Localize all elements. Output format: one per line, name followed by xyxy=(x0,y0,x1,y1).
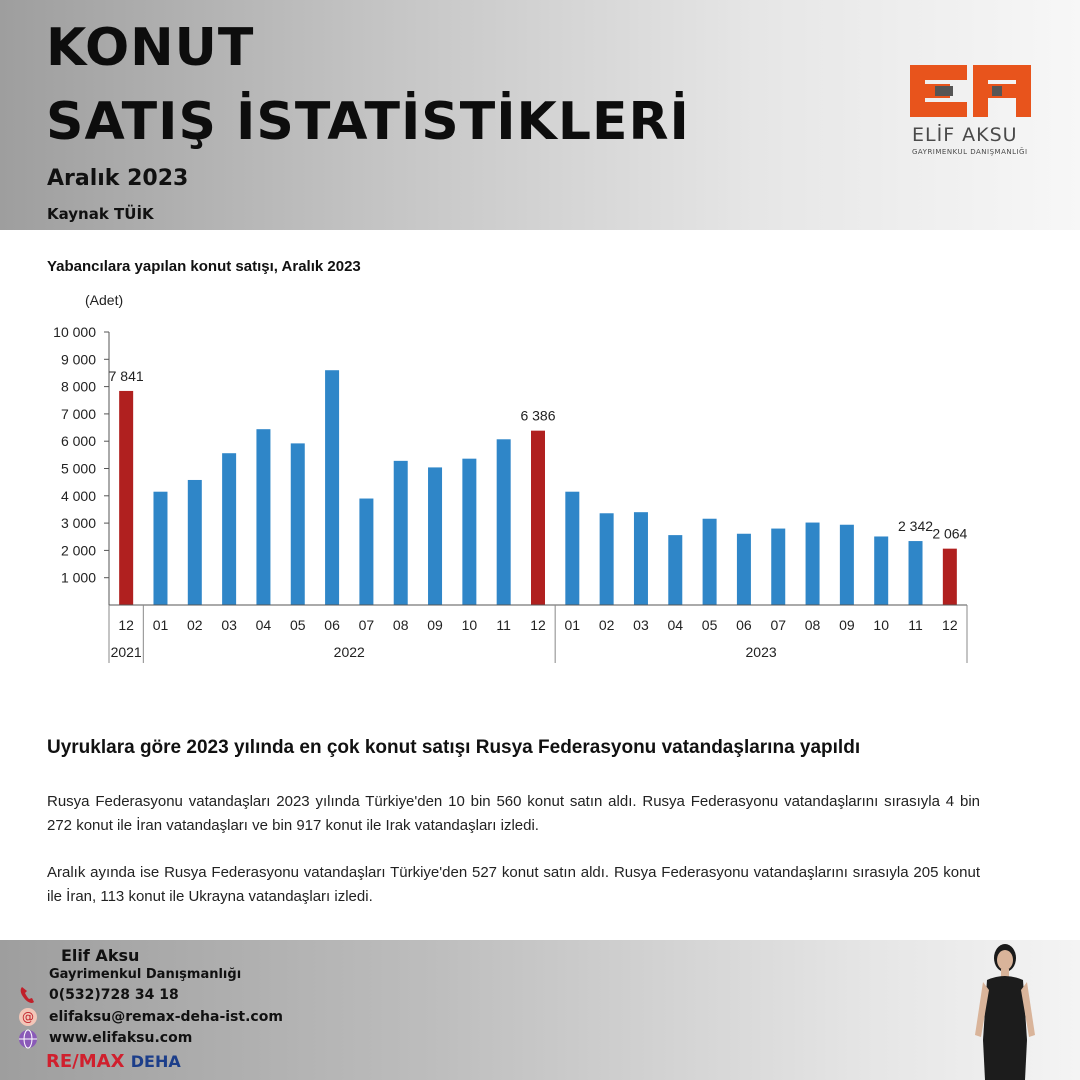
bar xyxy=(325,370,339,605)
bar xyxy=(737,534,751,605)
x-tick-label: 08 xyxy=(804,617,821,633)
brand-remax: RE/MAX xyxy=(46,1051,125,1072)
x-tick-label: 07 xyxy=(358,617,375,633)
x-tick-label: 10 xyxy=(873,617,889,633)
bar xyxy=(565,492,579,605)
x-tick-label: 02 xyxy=(187,617,203,633)
bar xyxy=(359,499,373,605)
bar-data-label: 2 342 xyxy=(897,518,934,535)
x-tick-label: 11 xyxy=(908,617,923,633)
globe-icon xyxy=(17,1028,39,1050)
x-tick-label: 10 xyxy=(461,617,478,633)
x-tick-label: 11 xyxy=(496,617,511,633)
contact-email[interactable]: elifaksu@remax-deha-ist.com xyxy=(49,1009,283,1025)
bar-data-label: 2 064 xyxy=(932,525,968,542)
y-tick-label: 10 000 xyxy=(53,324,96,340)
article-headline: Uyruklara göre 2023 yılında en çok konut satışı Rusya Federasyonu vatandaşlarına yapıldı xyxy=(47,737,861,758)
page-subtitle: Aralık 2023 xyxy=(47,166,189,191)
x-tick-label: 06 xyxy=(324,617,340,633)
source-label: Kaynak TÜİK xyxy=(47,205,154,223)
bar xyxy=(771,529,785,605)
bar xyxy=(153,492,167,605)
x-tick-label: 02 xyxy=(598,617,615,633)
bar xyxy=(394,461,408,605)
phone-icon xyxy=(17,984,39,1006)
y-tick-label: 5 000 xyxy=(60,460,96,477)
page-title-line1: KONUT xyxy=(46,18,255,78)
y-tick-label: 8 000 xyxy=(60,378,96,395)
bar xyxy=(874,536,888,605)
y-tick-label: 9 000 xyxy=(60,351,96,368)
logo-name: ELİF AKSU xyxy=(912,124,1018,146)
article-paragraph-1: Rusya Federasyonu vatandaşları 2023 yılında Türkiye'den 10 bin 560 konut satın aldı. Rusya Federasyonu vatandaşlarını sırasıyla 4 bin 272 konut ile İran vatandaşları ve bin 917 konut ile Irak vatandaşları izledi. xyxy=(47,793,980,834)
x-tick-label: 03 xyxy=(221,617,237,633)
article-paragraph-2: Aralık ayında ise Rusya Federasyonu vatandaşları Türkiye'den 527 konut satın aldı. Rusya Federasyonu vatandaşlarını sırasıyla 205 konut ile İran, 113 konut ile Ukrayna vatandaşları izledi. xyxy=(47,864,980,905)
y-tick-label: 4 000 xyxy=(60,487,96,504)
x-group-label: 2023 xyxy=(745,644,777,660)
bar xyxy=(462,459,476,605)
bar xyxy=(188,480,202,605)
brand-deha: DEHA xyxy=(130,1052,181,1071)
x-tick-label: 07 xyxy=(770,617,787,633)
bar xyxy=(943,549,957,605)
x-tick-label: 01 xyxy=(152,617,169,633)
x-tick-label: 05 xyxy=(701,617,718,633)
bar xyxy=(634,512,648,605)
page-title-line2: SATIŞ İSTATİSTİKLERİ xyxy=(46,92,690,152)
y-tick-label: 6 000 xyxy=(60,433,96,450)
y-tick-label: 3 000 xyxy=(60,515,96,532)
bar xyxy=(668,535,682,605)
x-tick-label: 04 xyxy=(255,617,272,633)
logo-subtitle: GAYRIMENKUL DANIŞMANLIĞI xyxy=(912,148,1028,156)
y-axis-label: (Adet) xyxy=(85,292,124,308)
x-tick-label: 08 xyxy=(392,617,409,633)
x-tick-label: 12 xyxy=(118,617,134,633)
y-tick-label: 7 000 xyxy=(60,405,96,422)
x-tick-label: 09 xyxy=(839,617,855,633)
bar xyxy=(806,523,820,605)
x-tick-label: 05 xyxy=(289,617,306,633)
x-tick-label: 09 xyxy=(427,617,443,633)
bar xyxy=(428,467,442,605)
remax-deha-logo xyxy=(46,1051,181,1072)
x-tick-label: 12 xyxy=(942,617,958,633)
contact-role: Gayrimenkul Danışmanlığı xyxy=(49,967,242,982)
x-tick-label: 03 xyxy=(633,617,649,633)
bar xyxy=(119,391,133,605)
bar-data-label: 7 841 xyxy=(108,367,144,384)
x-tick-label: 06 xyxy=(736,617,752,633)
x-tick-label: 04 xyxy=(667,617,684,633)
bar xyxy=(256,429,270,605)
bar-data-label: 6 386 xyxy=(520,407,556,424)
bar-chart xyxy=(40,285,980,675)
agent-photo xyxy=(965,940,1045,1080)
bar xyxy=(291,443,305,605)
x-group-label: 2021 xyxy=(110,644,142,660)
x-tick-label: 01 xyxy=(564,617,581,633)
y-tick-label: 2 000 xyxy=(60,542,96,559)
x-tick-label: 12 xyxy=(530,617,546,633)
ea-logo-icon xyxy=(895,62,1045,162)
bar xyxy=(222,453,236,605)
x-group-label: 2022 xyxy=(333,644,365,660)
contact-phone[interactable]: 0(532)728 34 18 xyxy=(49,987,179,1003)
bar xyxy=(531,431,545,605)
email-icon xyxy=(17,1006,39,1028)
y-tick-label: 1 000 xyxy=(60,569,96,586)
chart-title: Yabancılara yapılan konut satışı, Aralık 2023 xyxy=(47,258,361,275)
contact-name: Elif Aksu xyxy=(61,946,140,965)
bar xyxy=(840,525,854,605)
bar xyxy=(497,439,511,605)
bar xyxy=(600,513,614,605)
bar xyxy=(909,541,923,605)
contact-website[interactable]: www.elifaksu.com xyxy=(49,1030,193,1046)
bar xyxy=(703,519,717,605)
svg-text:@: @ xyxy=(22,1010,34,1024)
